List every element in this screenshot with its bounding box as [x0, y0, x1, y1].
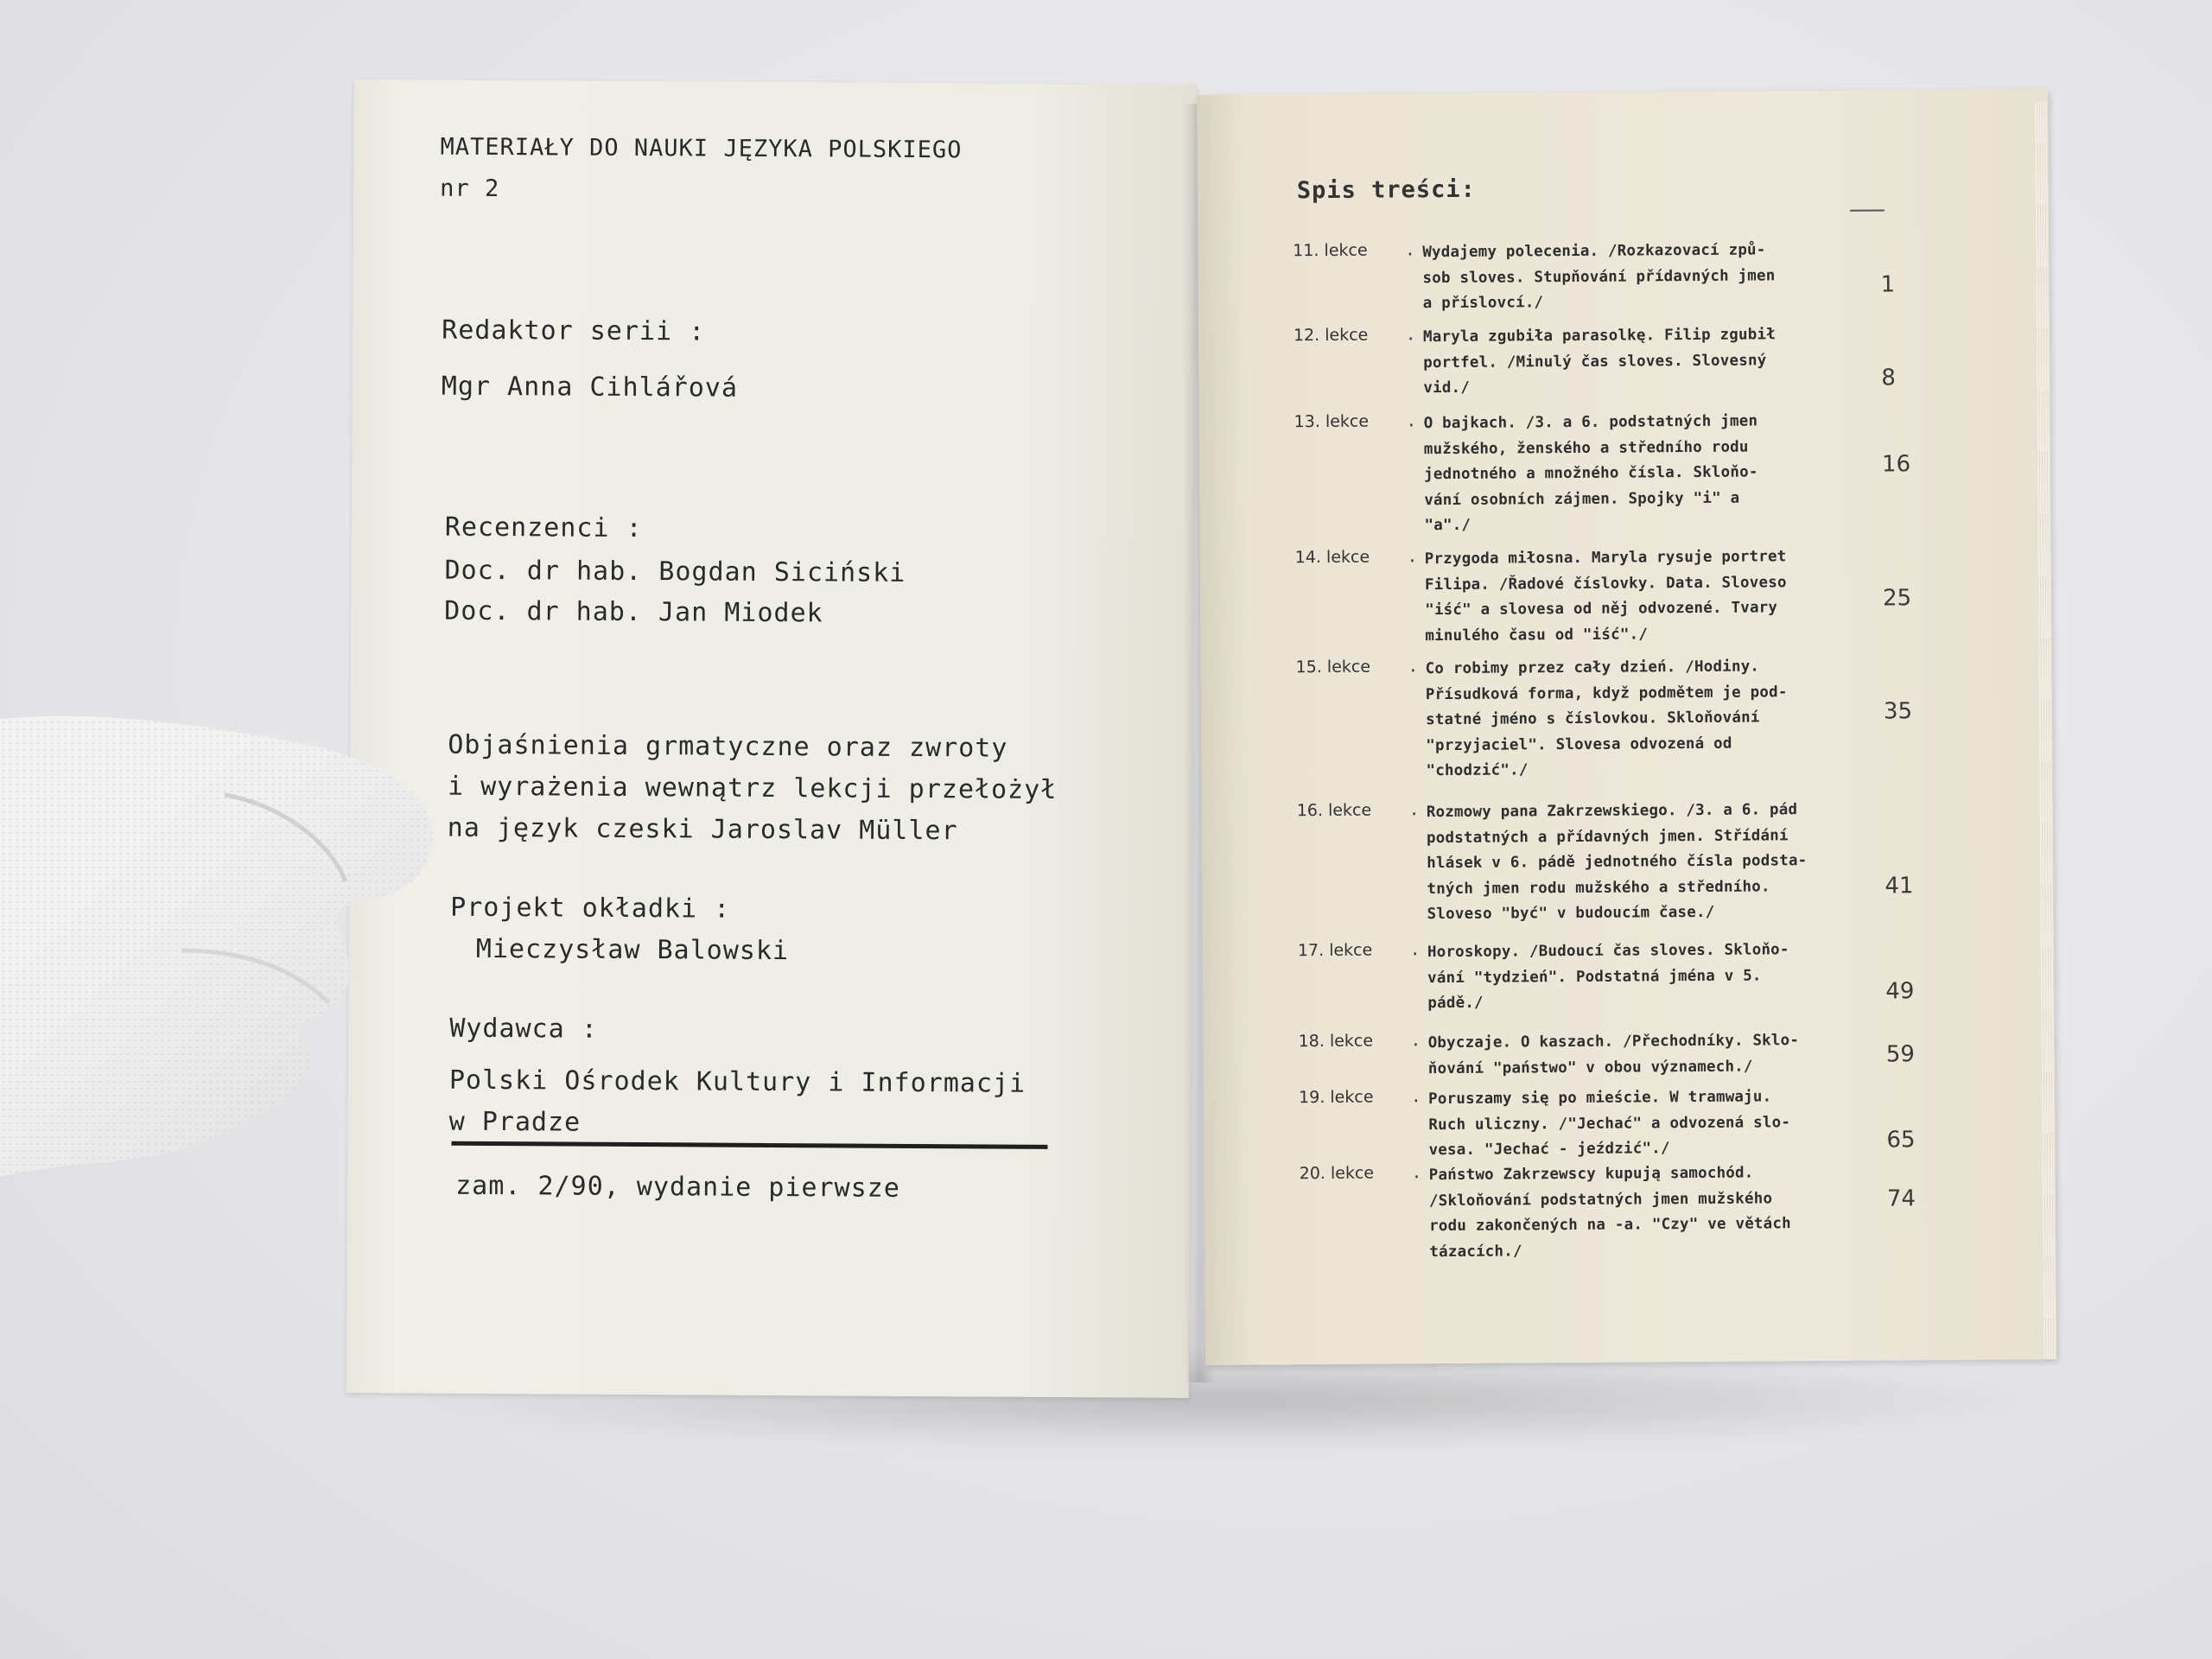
- toc-description: [1424, 409, 1840, 539]
- toc-description-line: Państwo Zakrzewscy kupują samochód.: [1428, 1164, 1754, 1185]
- toc-description-line: portfel. /Minulý čas sloves. Slovesný: [1423, 351, 1767, 372]
- toc-dot: .: [1406, 411, 1417, 431]
- imprint-line: zam. 2/90, wydanie pierwsze: [455, 1170, 900, 1204]
- toc-description-line: Obyczaje. O kaszach. /Přechodníky. Sklo-: [1427, 1032, 1800, 1052]
- toc-description-line: Ruch uliczny. /"Jechać" a odvozená slo-: [1428, 1113, 1791, 1134]
- toc-description-line: mužského, ženského a středního rodu: [1423, 438, 1749, 458]
- toc-page-number: 49: [1885, 978, 1915, 1005]
- publisher-line-1: Polski Ośrodek Kultury i Informacji: [448, 1065, 1027, 1099]
- toc-entry: [1294, 543, 2012, 645]
- toc-description: [1428, 1028, 1843, 1082]
- right-page: [1197, 89, 2056, 1365]
- toc-page-number: 41: [1885, 873, 1914, 899]
- toc-description-line: Filipa. /Řadové číslovky. Data. Sloveso: [1424, 573, 1787, 594]
- toc-lesson-label: 18. lekce: [1298, 1031, 1374, 1052]
- toc-dot: .: [1411, 1087, 1421, 1107]
- toc-page-number: 59: [1885, 1041, 1915, 1068]
- toc-description: [1429, 1160, 1845, 1265]
- toc-description-line: vání osobních zájmen. Spojky "i" a: [1424, 489, 1740, 509]
- reviewers-label: Recenzenci :: [444, 512, 643, 544]
- toc-description-line: tázacích./: [1429, 1242, 1522, 1261]
- toc-description-line: Maryla zgubiła parasolkę. Filip zgubił: [1422, 326, 1776, 346]
- toc-dot: .: [1405, 240, 1415, 260]
- toc-entry: [1299, 1083, 2016, 1160]
- toc-description: [1423, 322, 1839, 402]
- toc-lesson-label: 16. lekce: [1296, 800, 1372, 821]
- toc-description-line: Sloveso "być" v budoucím čase./: [1427, 903, 1715, 924]
- publisher-label: Wydawca :: [449, 1013, 598, 1045]
- toc-lesson-label: 20. lekce: [1299, 1163, 1375, 1184]
- toc-description: [1422, 238, 1838, 317]
- toc-description-line: Wydajemy polecenia. /Rozkazovací způ-: [1422, 241, 1766, 262]
- reviewer-2: Doc. dr hab. Jan Miodek: [444, 595, 823, 629]
- toc-description-line: Poruszamy się po mieście. W tramwaju.: [1428, 1088, 1772, 1109]
- series-number: nr 2: [440, 175, 500, 203]
- toc-description: [1425, 544, 1840, 649]
- toc-lesson-label: 11. lekce: [1293, 240, 1368, 261]
- toc-dot: .: [1408, 800, 1420, 820]
- toc-page-number: 1: [1880, 271, 1896, 298]
- toc-description-line: statné jméno s číslovkou. Skloňování: [1425, 709, 1760, 729]
- toc-description-line: vesa. "Jechać - jeździć"./: [1428, 1140, 1670, 1160]
- white-glove-hand: [0, 691, 501, 1227]
- toc-lesson-label: 14. lekce: [1294, 547, 1370, 568]
- toc-entry: [1297, 936, 2015, 1013]
- translation-line-3: na język czeski Jaroslav Müller: [447, 812, 958, 847]
- series-title: MATERIAŁY DO NAUKI JĘZYKA POLSKIEGO: [440, 133, 963, 164]
- toc-entry: [1295, 652, 2013, 780]
- toc-description-line: sob sloves. Stupňování přídavných jmen: [1422, 266, 1776, 287]
- toc-description: [1427, 798, 1842, 928]
- toc-description-line: Horoskopy. /Budoucí čas sloves. Skloňo-: [1427, 941, 1789, 962]
- toc-entry: [1293, 236, 2010, 313]
- toc-description-line: "iść" a slovesa od něj odvozené. Tvary: [1425, 599, 1778, 620]
- toc-description-line: a příslovcí./: [1422, 294, 1544, 313]
- toc-description-line: O bajkach. /3. a 6. podstatných jmen: [1423, 412, 1758, 433]
- toc-dot: .: [1405, 325, 1416, 345]
- toc-heading: Spis treści:: [1296, 175, 1476, 205]
- toc-entry: [1294, 407, 2012, 535]
- toc-page-number: 25: [1882, 585, 1912, 612]
- toc-dot: .: [1407, 547, 1418, 567]
- toc-description-line: "chodzić"./: [1426, 761, 1529, 780]
- editor-name: Mgr Anna Cihlářová: [441, 371, 739, 404]
- translation-line-2: i wyrażenia wewnątrz lekcji przełożył: [447, 771, 1058, 805]
- publisher-line-2: w Pradze: [448, 1106, 582, 1138]
- toc-description-line: rodu zakončených na -a. "Czy" ve větách: [1429, 1215, 1791, 1236]
- toc-description-line: pádě./: [1427, 994, 1484, 1013]
- toc-description-line: Rozmowy pana Zakrzewskiego. /3. a 6. pád: [1426, 801, 1798, 822]
- toc-description-line: minulého času od "iść"./: [1425, 625, 1649, 645]
- toc-description-line: Przygoda miłosna. Maryla rysuje portret: [1424, 548, 1787, 569]
- toc-description: [1428, 1084, 1844, 1164]
- toc-description-line: hlásek v 6. pádě jednotného čísla podsta-: [1427, 852, 1808, 873]
- toc-entry: [1293, 321, 2011, 397]
- toc-description-line: ňování "państwo" v obou významech./: [1427, 1058, 1753, 1077]
- toc-description-line: /Skloňování podstatných jmen mužského: [1428, 1189, 1773, 1210]
- toc-description-line: podstatných a přídavných jmen. Střídání: [1426, 826, 1789, 847]
- toc-page-number: 35: [1883, 698, 1913, 725]
- toc-description: [1426, 654, 1841, 785]
- toc-description: [1427, 938, 1843, 1017]
- toc-entry: [1296, 796, 2014, 924]
- toc-description-line: jednotného a množného čísla. Skloňo-: [1424, 463, 1758, 484]
- toc-lesson-label: 13. lekce: [1294, 411, 1370, 432]
- separator-rule: [451, 1141, 1047, 1149]
- toc-description-line: "a"./: [1424, 516, 1471, 535]
- toc-entry: [1298, 1027, 2016, 1077]
- toc-lesson-label: 12. lekce: [1293, 325, 1369, 346]
- toc-page-number: 65: [1886, 1127, 1916, 1154]
- cover-name: Mieczysław Balowski: [475, 933, 790, 967]
- toc-description-line: Co robimy przez cały dzień. /Hodiny.: [1425, 658, 1760, 678]
- toc-dash: [1850, 209, 1885, 211]
- toc-description-line: "przyjaciel". Slovesa odvozená od: [1426, 734, 1732, 754]
- editor-label: Redaktor serii :: [442, 315, 706, 347]
- toc-dot: .: [1408, 657, 1419, 677]
- toc-dot: .: [1410, 1031, 1421, 1051]
- toc-lesson-label: 19. lekce: [1299, 1087, 1374, 1108]
- toc-description-line: Přísudková forma, když podmětem je pod-: [1425, 683, 1788, 703]
- toc-page-number: 16: [1881, 451, 1911, 478]
- toc-page-number: 8: [1881, 365, 1896, 391]
- reviewer-1: Doc. dr hab. Bogdan Siciński: [444, 555, 906, 588]
- toc-lesson-label: 15. lekce: [1295, 657, 1371, 677]
- translation-line-1: Objaśnienia grmatyczne oraz zwroty: [448, 729, 1008, 764]
- toc-description-line: vání "tydzień". Podstatná jména v 5.: [1427, 966, 1762, 987]
- toc-lesson-label: 17. lekce: [1297, 940, 1373, 961]
- cover-label: Projekt okładki :: [450, 892, 731, 925]
- toc-dot: .: [1411, 1163, 1422, 1183]
- toc-dot: .: [1409, 940, 1421, 960]
- toc-page-number: 74: [1886, 1185, 1916, 1212]
- toc-description-line: vid./: [1423, 378, 1471, 397]
- toc-description-line: tných jmen rodu mužského a středního.: [1427, 877, 1770, 898]
